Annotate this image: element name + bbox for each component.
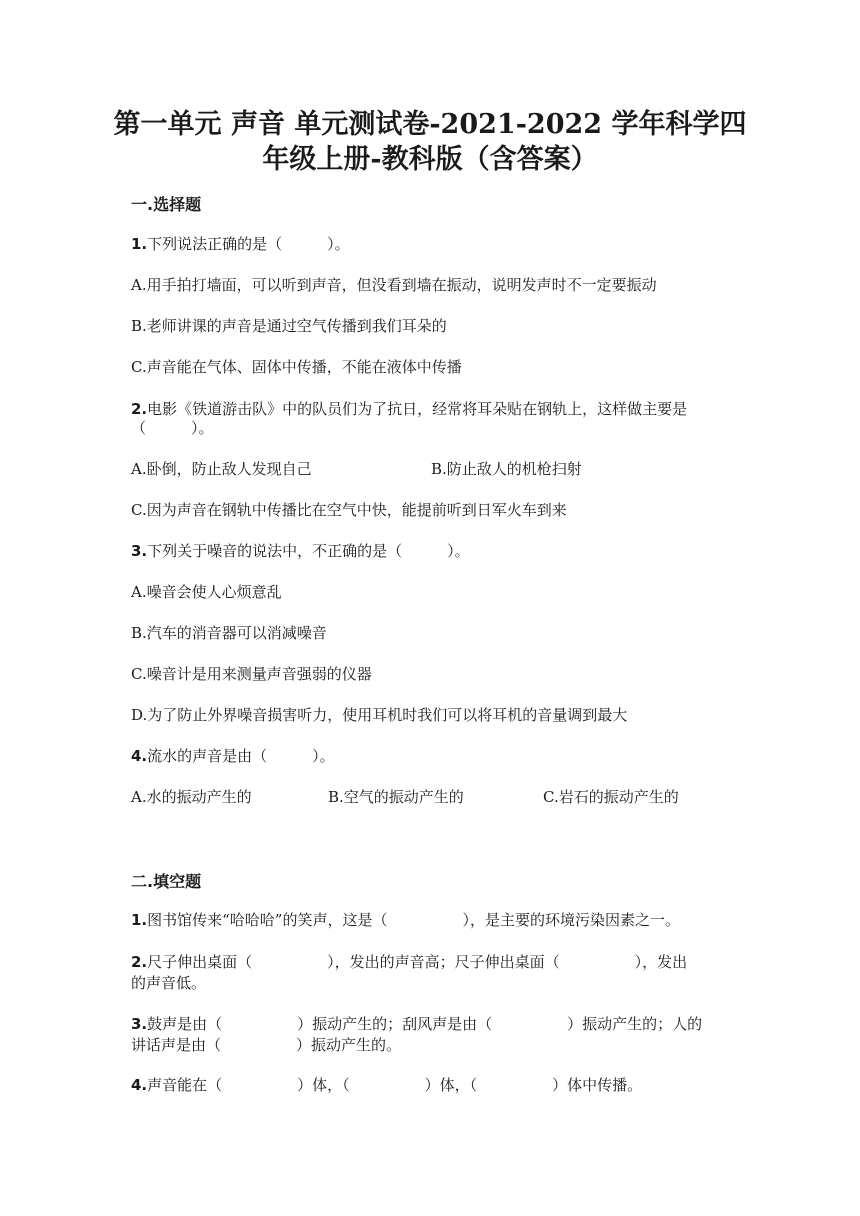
question-2-option-c: C.因为声音在钢轨中传播比在空气中快，能提前听到日军火车到来 [131,501,567,519]
question-4-option-a: A.水的振动产生的 [131,788,252,806]
question-4-option-b: B.空气的振动产生的 [328,788,464,806]
question-text: 下列关于噪音的说法中，不正确的是（ ）。 [147,542,470,560]
document-title-line-1: 第一单元 声音 单元测试卷-2021-2022 学年科学四 [113,109,747,140]
fill-question-1 [131,909,731,931]
question-2-option-a: A.卧倒，防止敌人发现自己 [131,460,312,478]
question-3-option-d: D.为了防止外界噪音损害听力，使用耳机时我们可以将耳机的音量调到最大 [131,706,628,724]
question-text: 下列说法正确的是（ ）。 [147,235,350,253]
question-number: 1. [131,235,148,253]
question-number: 4. [131,1076,148,1094]
fill-question-2-line-2: 的声音低。 [131,974,207,992]
question-3-option-a: A.噪音会使人心烦意乱 [131,583,282,601]
question-number: 3. [131,1015,148,1033]
question-text: 图书馆传来“哈哈哈”的笑声，这是（ ），是主要的环境污染因素之一。 [147,911,680,929]
question-text-line-1: 电影《铁道游击队》中的队员们为了抗日，经常将耳朵贴在钢轨上，这样做主要是 [147,400,688,418]
question-text: 声音能在（ ）体，（ ）体，（ ）体中传播。 [147,1076,643,1094]
question-number: 2. [131,953,148,971]
question-4-option-c: C.岩石的振动产生的 [543,788,679,806]
question-2-text-line-2: （ ）。 [131,419,214,437]
question-1-option-a: A.用手拍打墙面，可以听到声音，但没看到墙在振动，说明发声时不一定要振动 [131,276,657,294]
question-4 [131,745,731,767]
section-heading-fill-blank: 二.填空题 [131,872,202,891]
question-number: 1. [131,911,148,929]
fill-question-3-line-2: 讲话声是由（ ）振动产生的。 [131,1036,402,1054]
fill-question-3 [131,1013,731,1035]
document-title-line-2: 年级上册-教科版（含答案） [262,144,598,175]
question-1-option-b: B.老师讲课的声音是通过空气传播到我们耳朵的 [131,317,447,335]
fill-question-4 [131,1074,731,1096]
section-heading-choice: 一.选择题 [131,195,202,214]
question-text: 流水的声音是由（ ）。 [147,747,335,765]
fill-question-2 [131,951,731,973]
question-text-line-1: 尺子伸出桌面（ ），发出的声音高；尺子伸出桌面（ ），发出 [147,953,688,971]
question-3 [131,540,731,562]
question-2-option-b: B.防止敌人的机枪扫射 [431,460,582,478]
question-1 [131,233,731,255]
question-3-option-c: C.噪音计是用来测量声音强弱的仪器 [131,665,372,683]
question-number: 2. [131,400,148,418]
question-text-line-1: 鼓声是由（ ）振动产生的；刮风声是由（ ）振动产生的；人的 [147,1015,703,1033]
question-3-option-b: B.汽车的消音器可以消减噪音 [131,624,327,642]
question-number: 4. [131,747,148,765]
question-number: 3. [131,542,148,560]
question-1-option-c: C.声音能在气体、固体中传播，不能在液体中传播 [131,358,462,376]
